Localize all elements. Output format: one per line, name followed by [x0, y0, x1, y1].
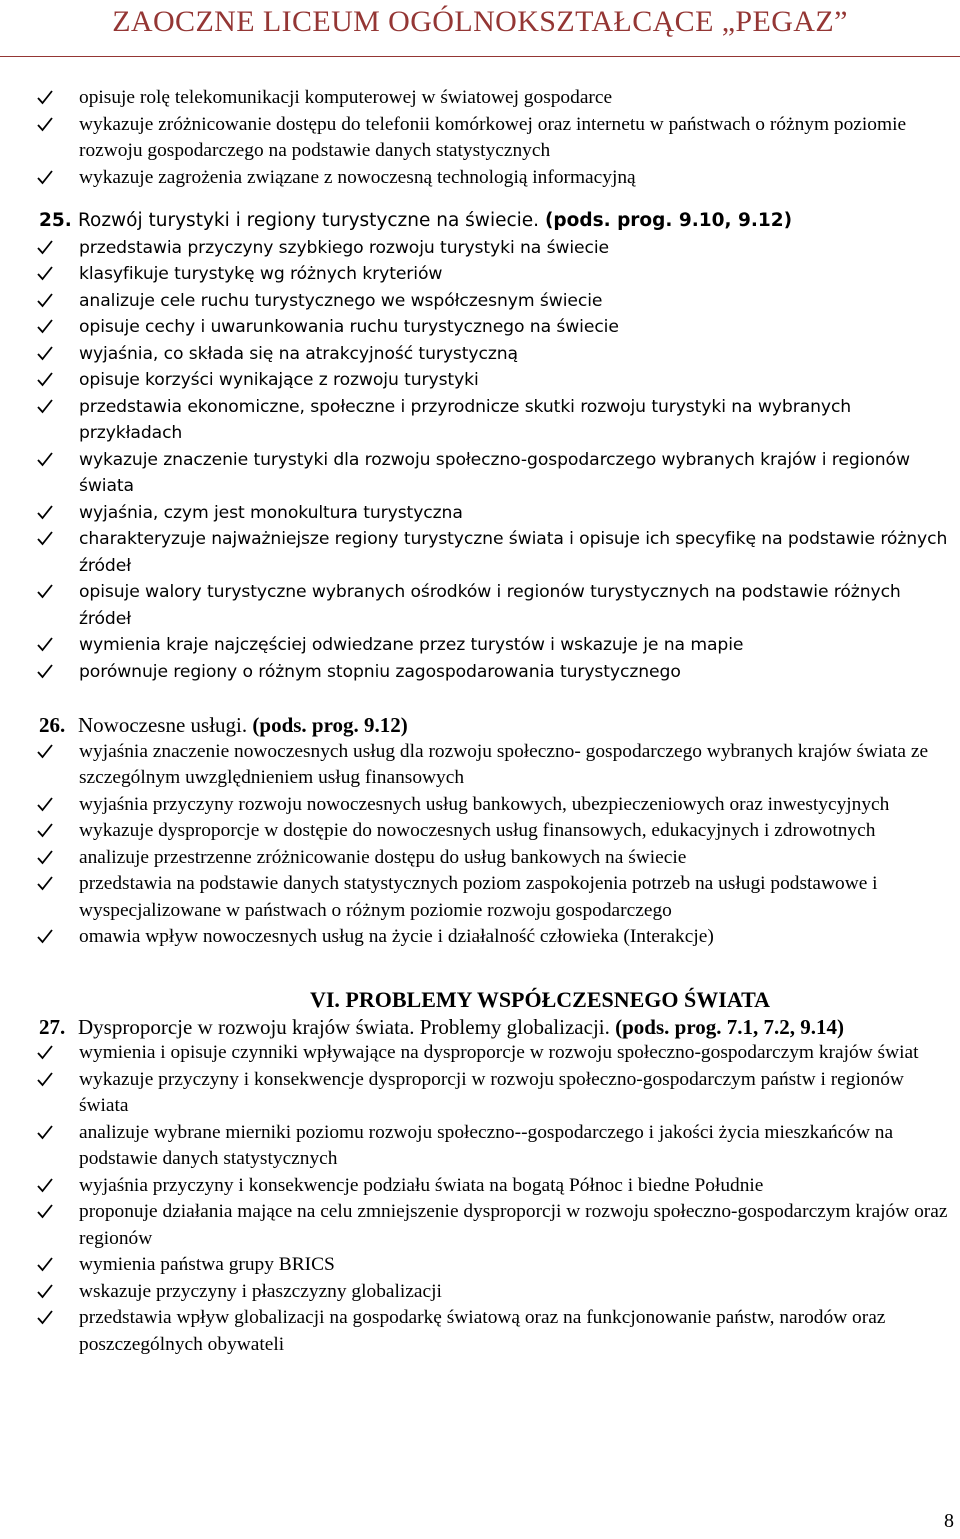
section-25	[0, 208, 960, 685]
checkmark-icon	[37, 261, 57, 288]
item-text: przedstawia ekonomiczne, społeczne i przyrodnicze skutki rozwoju turystyki na wybranych przykładach	[79, 396, 852, 443]
item-text: przedstawia na podstawie danych statystycznych poziom zaspokojenia potrzeb na usługi podstawowe i wyspecjalizowane w państwach o różnym poziomie rozwoju gospodarczego	[79, 873, 878, 921]
item-text: analizuje cele ruchu turystycznego we współczesnym świecie	[79, 290, 603, 311]
item-text: analizuje wybrane mierniki poziomu rozwoju społeczno--gospodarczego i jakości życia mieszkańców na podstawie danych statystycznych	[79, 1121, 894, 1169]
checkmark-icon	[37, 1305, 57, 1332]
checkmark-icon	[37, 1067, 57, 1094]
checkmark-icon	[37, 526, 57, 553]
checkmark-icon	[37, 85, 57, 112]
item-text: wyjaśnia, co składa się na atrakcyjność turystyczną	[79, 343, 518, 364]
checklist	[0, 739, 960, 951]
item-text: wyjaśnia przyczyny i konsekwencje podziału świata na bogatą Północ i biedne Południe	[79, 1174, 764, 1196]
checkmark-icon	[37, 394, 57, 421]
list-item	[0, 871, 960, 924]
item-text: porównuje regiony o różnym stopniu zagospodarowania turystycznego	[79, 661, 681, 682]
checkmark-icon	[37, 1040, 57, 1067]
checkmark-icon	[37, 165, 57, 192]
list-item	[0, 1252, 960, 1279]
list-item	[0, 924, 960, 951]
item-text: opisuje korzyści wynikające z rozwoju turystyki	[79, 370, 479, 390]
item-text: wykazuje przyczyny i konsekwencje dysproporcji w rozwoju społeczno-gospodarczym państw i regionów świata	[79, 1068, 904, 1116]
checkmark-icon	[37, 924, 57, 951]
item-text: wymienia kraje najczęściej odwiedzane przez turystów i wskazuje je na mapie	[79, 635, 744, 655]
section-number: 25.	[39, 210, 72, 231]
list-item	[0, 579, 960, 632]
checkmark-icon	[37, 818, 57, 845]
checkmark-icon	[37, 1199, 57, 1226]
list-item	[0, 792, 960, 819]
list-item	[0, 367, 960, 394]
list-item	[0, 112, 960, 165]
chapter-title: VI. PROBLEMY WSPÓŁCZESNEGO ŚWIATA	[309, 986, 771, 1012]
checkmark-icon	[37, 739, 57, 766]
item-text: wyjaśnia, czym jest monokultura turystyczna	[79, 502, 463, 523]
list-item	[0, 500, 960, 527]
item-text: wymienia państwa grupy BRICS	[79, 1254, 335, 1275]
checkmark-icon	[37, 235, 57, 262]
section-number: 26.	[39, 713, 66, 737]
item-text: analizuje przestrzenne zróżnicowanie dostępu do usług bankowych na świecie	[79, 846, 687, 868]
item-text: wymienia i opisuje czynniki wpływające na dysproporcje w rozwoju społeczno-gospodarczym krajów świat	[79, 1042, 919, 1063]
item-text: wykazuje zróżnicowanie dostępu do telefonii komórkowej oraz internetu w państwach o różnym poziomie rozwoju gospodarczego na podstawie danych statystycznych	[79, 113, 907, 161]
list-item	[0, 526, 960, 579]
list-item	[0, 1305, 960, 1358]
checkmark-icon	[37, 792, 57, 819]
checkmark-icon	[37, 871, 57, 898]
section-title: Rozwój turystyki i regiony turystyczne na świecie.	[78, 210, 540, 231]
list-item	[0, 1040, 960, 1067]
item-text: opisuje cechy i uwarunkowania ruchu turystycznego na świecie	[79, 317, 619, 337]
item-text: wskazuje przyczyny i płaszczyzny globalizacji	[79, 1280, 442, 1302]
list-item	[0, 632, 960, 659]
checkmark-icon	[37, 314, 57, 341]
list-item	[0, 235, 960, 262]
item-text: omawia wpływ nowoczesnych usług na życie i działalność człowieka (Interakcje)	[79, 926, 714, 947]
section-26	[0, 712, 960, 951]
item-text: charakteryzuje najważniejsze regiony turystyczne świata i opisuje ich specyfikę na podstawie różnych źródeł	[79, 529, 948, 576]
checklist	[0, 235, 960, 686]
item-text: przedstawia wpływ globalizacji na gospodarkę światową oraz na funkcjonowanie państw, narodów oraz poszczególnych obywateli	[79, 1307, 886, 1355]
list-item	[0, 1173, 960, 1200]
list-item	[0, 261, 960, 288]
list-item	[0, 1279, 960, 1306]
item-text: wykazuje zagrożenia związane z nowoczesną technologią informacyjną	[79, 166, 636, 188]
chapter-vi	[0, 986, 960, 1359]
document-body	[0, 85, 960, 1358]
checkmark-icon	[37, 500, 57, 527]
checkmark-icon	[37, 367, 57, 394]
checkmark-icon	[37, 341, 57, 368]
curriculum-reference: (pods. prog. 7.1, 7.2, 9.14)	[615, 1014, 845, 1039]
checkmark-icon	[37, 659, 57, 686]
item-text: opisuje walory turystyczne wybranych ośrodków i regionów turystycznych na podstawie różnych źródeł	[79, 582, 901, 629]
item-text: opisuje rolę telekomunikacji komputerowej w światowej gospodarce	[79, 87, 613, 108]
checkmark-icon	[37, 1252, 57, 1279]
item-text: wykazuje znaczenie turystyki dla rozwoju społeczno-gospodarczego wybranych krajów i regionów świata	[79, 449, 910, 496]
list-item	[0, 288, 960, 315]
item-text: wykazuje dysproporcje w dostępie do nowoczesnych usług finansowych, edukacyjnych i zdrowotnych	[79, 820, 876, 841]
checkmark-icon	[37, 1279, 57, 1306]
section-title: Nowoczesne usługi.	[78, 713, 248, 737]
checkmark-icon	[37, 447, 57, 474]
list-item	[0, 341, 960, 368]
checkmark-icon	[37, 112, 57, 139]
section-number: 27.	[39, 1014, 66, 1039]
list-item	[0, 1199, 960, 1252]
section-title: Dysproporcje w rozwoju krajów świata. Problemy globalizacji.	[78, 1014, 610, 1039]
section-heading	[0, 712, 960, 739]
checkmark-icon	[37, 1173, 57, 1200]
item-text: wyjaśnia przyczyny rozwoju nowoczesnych usług bankowych, ubezpieczeniowych oraz inwestycyjnych	[79, 793, 890, 815]
school-name: ZAOCZNE LICEUM OGÓLNOKSZTAŁCĄCE „PEGAZ”	[112, 5, 848, 38]
section-heading	[0, 208, 960, 235]
item-text: klasyfikuje turystykę wg różnych kryteriów	[79, 264, 443, 284]
section-heading	[0, 1014, 960, 1041]
checklist	[0, 1040, 960, 1358]
list-item	[0, 165, 960, 192]
list-item	[0, 314, 960, 341]
checkmark-icon	[37, 579, 57, 606]
curriculum-reference: (pods. prog. 9.12)	[252, 713, 408, 737]
page-number: 8	[944, 1510, 954, 1532]
checkmark-icon	[37, 1120, 57, 1147]
checkmark-icon	[37, 845, 57, 872]
checkmark-icon	[37, 288, 57, 315]
list-item	[0, 447, 960, 500]
list-item	[0, 659, 960, 686]
list-item	[0, 1067, 960, 1120]
list-item	[0, 85, 960, 112]
item-text: wyjaśnia znaczenie nowoczesnych usług dla rozwoju społeczno- gospodarczego wybranych krajów świata ze szczególnym uwzględnieniem usług finansowych	[79, 740, 929, 788]
curriculum-reference: (pods. prog. 9.10, 9.12)	[544, 210, 793, 231]
page-header	[0, 4, 960, 44]
checklist	[0, 85, 960, 191]
header-divider	[0, 56, 960, 57]
section-continued	[0, 85, 960, 191]
item-text: przedstawia przyczyny szybkiego rozwoju turystyki na świecie	[79, 237, 610, 258]
list-item	[0, 818, 960, 845]
list-item	[0, 1120, 960, 1173]
checkmark-icon	[37, 632, 57, 659]
list-item	[0, 394, 960, 447]
list-item	[0, 845, 960, 872]
item-text: proponuje działania mające na celu zmniejszenie dysproporcji w rozwoju społeczno-gospodarczym krajów oraz regionów	[79, 1201, 948, 1249]
list-item	[0, 739, 960, 792]
